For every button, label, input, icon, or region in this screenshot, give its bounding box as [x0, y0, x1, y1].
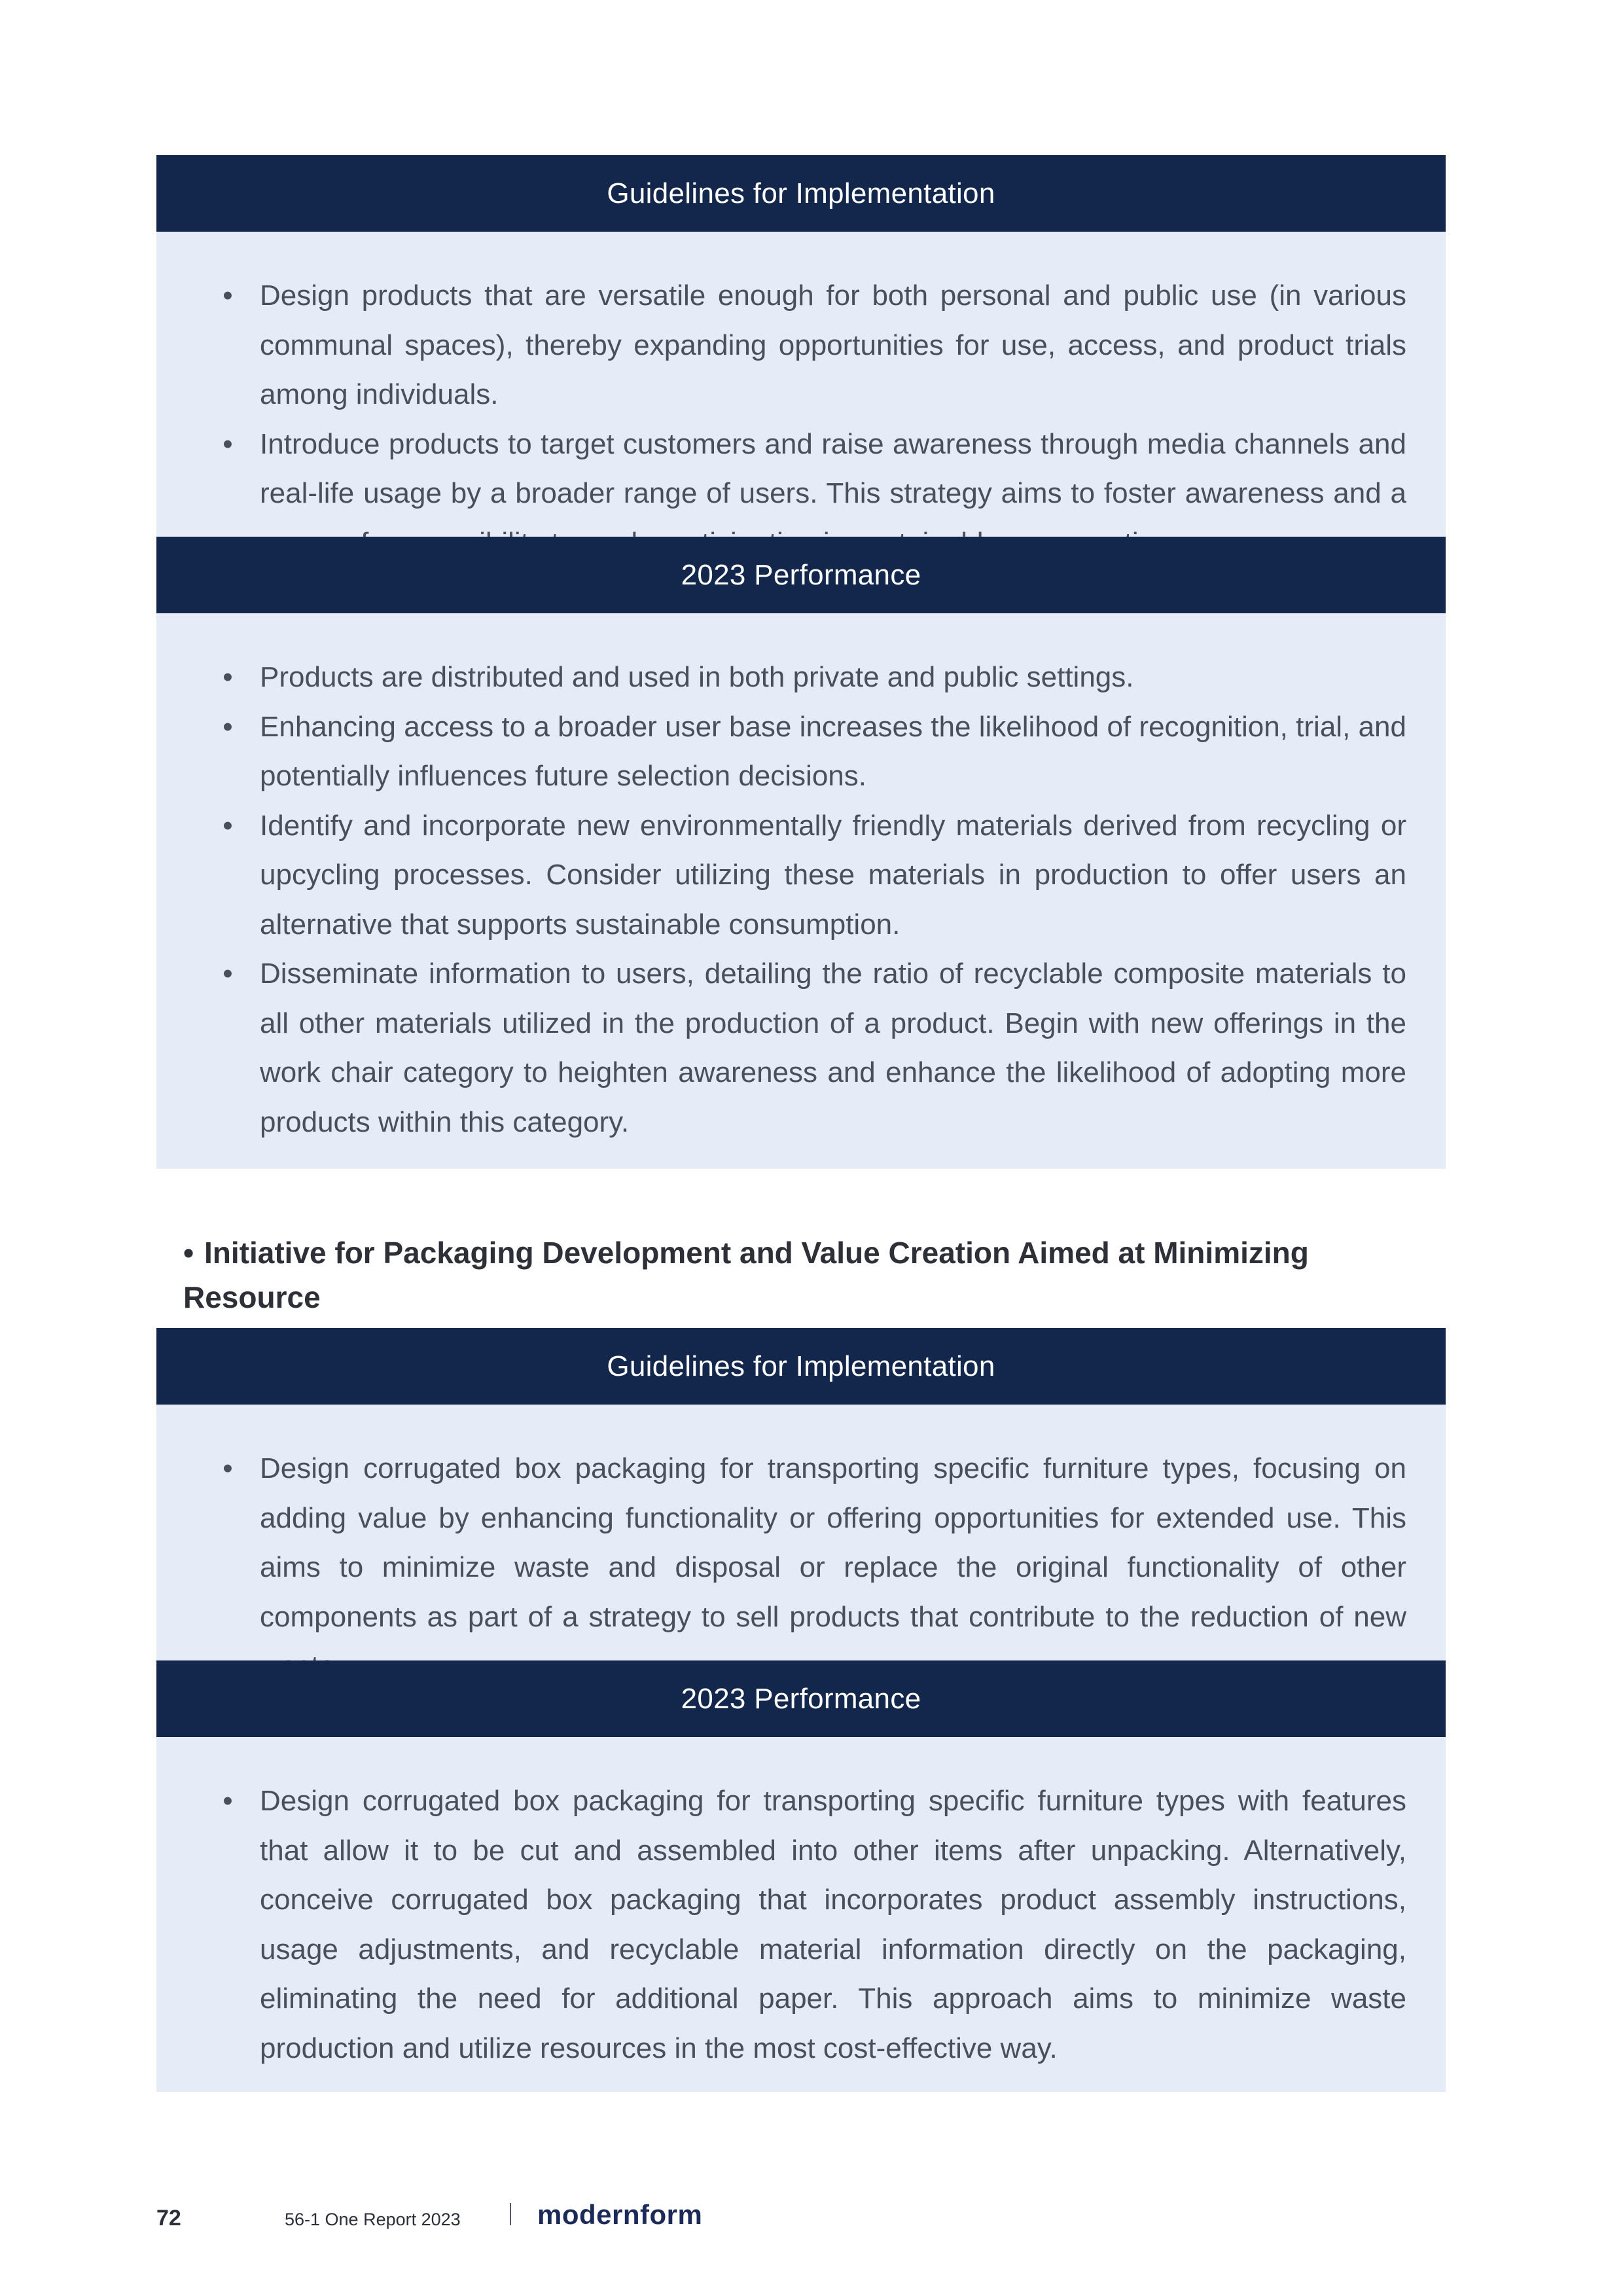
guidelines-section-1	[156, 155, 1446, 537]
bullet-icon: •	[183, 1236, 194, 1270]
list-item: • Enhancing access to a broader user base increases the likelihood of recognition, trial, and potentially influences future selection decisions.	[196, 702, 1406, 801]
list-item: • Design corrugated box packaging for transporting specific furniture types with features that allow it to be cut and assembled into other items after unpacking. Alternatively, conceive corrugated box packaging that incorporates product assembly instructions, usage adjustments, and recyclable material information directly on the packaging, eliminating the need for additional paper. This approach aims to minimize waste production and utilize resources in the most cost-effective way.	[196, 1776, 1406, 2073]
bullet-icon: •	[223, 809, 233, 842]
guidelines-header-1: Guidelines for Implementation	[156, 155, 1446, 232]
performance-header-2: 2023 Performance	[156, 1660, 1446, 1737]
bullet-icon: •	[223, 710, 233, 743]
guidelines-panel-2	[156, 1405, 1446, 1660]
guidelines-header-2: Guidelines for Implementation	[156, 1328, 1446, 1405]
performance-header-1: 2023 Performance	[156, 537, 1446, 613]
performance-list-2	[196, 1776, 1406, 2073]
list-item: • Disseminate information to users, detailing the ratio of recyclable composite materials to all other materials utilized in the production of a product. Begin with new offerings in the work chair category to heighten awareness and enhance the likelihood of adopting more products within this category.	[196, 949, 1406, 1147]
performance-section-1	[156, 537, 1446, 1169]
guidelines-panel-1	[156, 232, 1446, 537]
bullet-icon: •	[223, 427, 233, 460]
list-item: • Design corrugated box packaging for transporting specific furniture types, focusing on adding value by enhancing functionality or offering opportunities for extended use. This aims to minimize waste and disposal or replace the original functionality of other components as part of a strategy to sell products that contribute to the reduction of new	[196, 1444, 1406, 1691]
list-item: • Introduce products to target customers and raise awareness through media channels and real-life usage by a broader range of users. This strategy aims to foster awareness and a	[196, 420, 1406, 568]
performance-panel-1	[156, 613, 1446, 1169]
list-item: • Design products that are versatile enough for both personal and public use (in various communal spaces), thereby expanding opportunities for use, access, and product trials among individuals.	[196, 271, 1406, 420]
list-item: • Identify and incorporate new environmentally friendly materials derived from recycling or upcycling processes. Consider utilizing these materials in production to offer users an alternative that supports sustainable consumption.	[196, 801, 1406, 950]
report-title: 56-1 One Report 2023	[285, 2210, 461, 2229]
initiative-heading-line-1: • Initiative for Packaging Development and Value Creation Aimed at Minimizing Resource	[183, 1230, 1427, 1319]
brand-logo: modernform	[537, 2199, 703, 2230]
performance-panel-2	[156, 1737, 1446, 2092]
page-footer	[156, 2199, 811, 2238]
guidelines-section-2	[156, 1328, 1446, 1660]
bullet-icon: •	[223, 661, 233, 693]
bullet-icon: •	[223, 1452, 233, 1484]
performance-section-2	[156, 1660, 1446, 2092]
performance-list-1	[196, 653, 1406, 1147]
list-item: • Products are distributed and used in both private and public settings.	[196, 653, 1406, 702]
guidelines-list-1	[196, 271, 1406, 567]
bullet-icon: •	[223, 1785, 233, 1817]
page-number: 72	[156, 2206, 181, 2231]
bullet-icon: •	[223, 279, 233, 312]
bullet-icon: •	[223, 958, 233, 990]
footer-divider	[510, 2203, 511, 2225]
guidelines-list-2	[196, 1444, 1406, 1691]
